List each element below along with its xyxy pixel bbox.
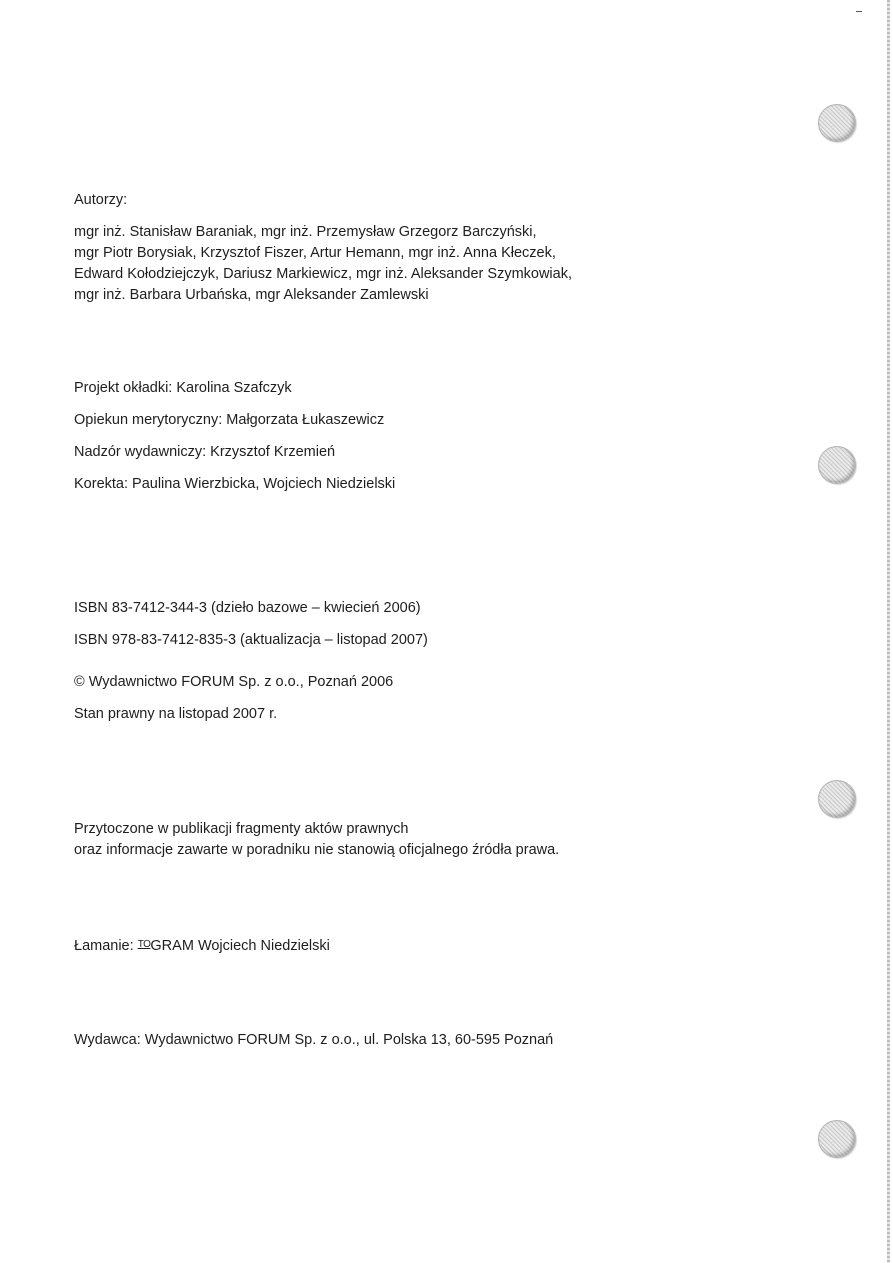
- punch-hole: [818, 1120, 856, 1158]
- typesetter-name: Wojciech Niedzielski: [197, 938, 330, 954]
- authors-line: mgr inż. Stanisław Baraniak, mgr inż. Przemysław Grzegorz Barczyński,: [74, 224, 537, 240]
- credit-proofreading: Korekta: Paulina Wierzbicka, Wojciech Niedzielski: [74, 476, 396, 492]
- credit-editorial-supervision: Nadzór wydawniczy: Krzysztof Krzemień: [74, 444, 336, 460]
- logo-suffix: GRAM: [150, 938, 194, 954]
- authors-heading: [74, 190, 127, 211]
- copyright: [74, 672, 393, 736]
- credit-content-supervisor: Opiekun merytoryczny: Małgorzata Łukaszewicz: [74, 412, 385, 428]
- authors-line: Edward Kołodziejczyk, Dariusz Markiewicz, mgr inż. Aleksander Szymkowiak,: [74, 266, 572, 282]
- isbn-list: [74, 598, 428, 662]
- disclaimer: [74, 819, 559, 861]
- edge-mark: [856, 11, 862, 12]
- publisher: [74, 1030, 553, 1051]
- typesetting: [74, 934, 330, 957]
- disclaimer-line: oraz informacje zawarte w poradniku nie stanowią oficjalnego źródła prawa.: [74, 842, 560, 858]
- tograms-logo: [138, 934, 194, 957]
- punch-hole: [818, 780, 856, 818]
- punch-hole: [818, 104, 856, 142]
- copyright-notice: © Wydawnictwo FORUM Sp. z o.o., Poznań 2006: [74, 674, 394, 690]
- punch-hole: [818, 446, 856, 484]
- authors-list: [74, 222, 572, 306]
- authors-heading-text: Autorzy:: [74, 192, 128, 208]
- disclaimer-line: Przytoczone w publikacji fragmenty aktów prawnych: [74, 821, 409, 837]
- isbn-update: ISBN 978-83-7412-835-3 (aktualizacja – listopad 2007): [74, 632, 428, 648]
- typesetting-label: Łamanie:: [74, 938, 134, 954]
- credit-cover-design: Projekt okładki: Karolina Szafczyk: [74, 380, 292, 396]
- authors-line: mgr inż. Barbara Urbańska, mgr Aleksander Zamlewski: [74, 287, 429, 303]
- isbn-base: ISBN 83-7412-344-3 (dzieło bazowe – kwiecień 2006): [74, 600, 421, 616]
- logo-prefix: TO: [137, 939, 151, 950]
- authors-line: mgr Piotr Borysiak, Krzysztof Fiszer, Artur Hemann, mgr inż. Anna Kłeczek,: [74, 245, 556, 261]
- legal-state: Stan prawny na listopad 2007 r.: [74, 706, 278, 722]
- scan-edge: [887, 0, 890, 1263]
- publisher-text: Wydawca: Wydawnictwo FORUM Sp. z o.o., ul. Polska 13, 60-595 Poznań: [74, 1032, 554, 1048]
- credits: [74, 378, 395, 506]
